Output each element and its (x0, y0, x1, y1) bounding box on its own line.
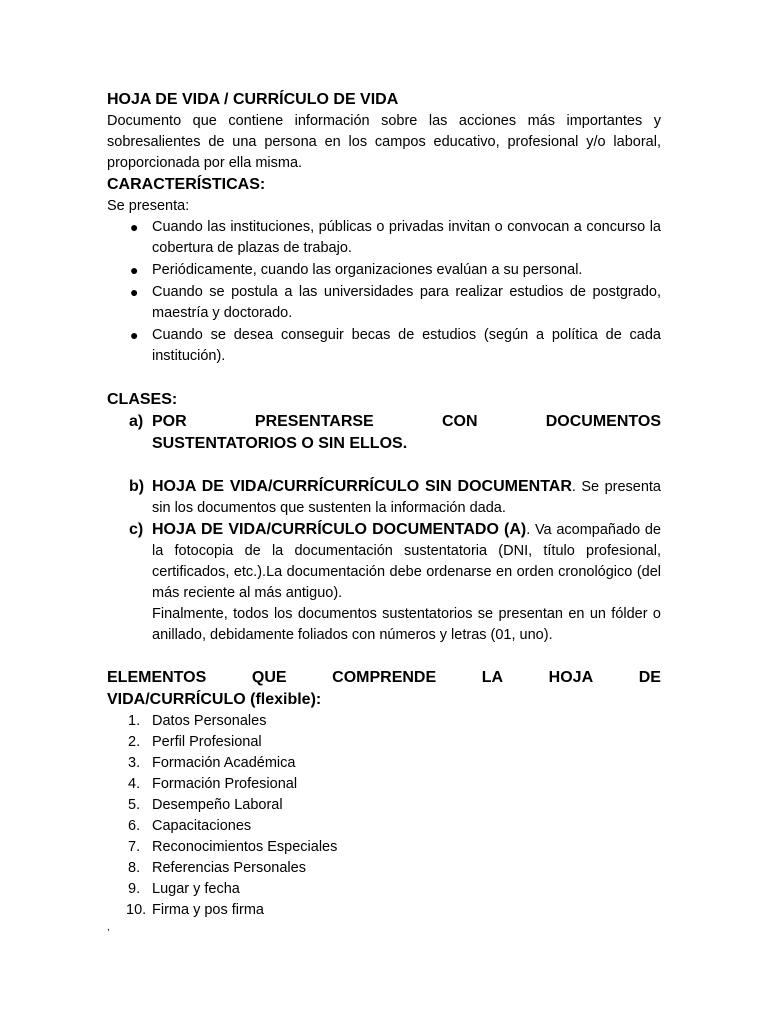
clase-a-marker: a) (129, 413, 144, 430)
clase-b-marker: b) (129, 478, 145, 495)
elementos-heading-line2: VIDA/CURRÍCULO (flexible): (107, 691, 322, 708)
clase-c-text2: Finalmente, todos los documentos sustentatorios se presentan en un fólder o anillado, debidamente foliados con números y letras (01, uno). (152, 606, 661, 643)
elementos-heading-line1: ELEMENTOS QUE COMPRENDE LA HOJA DE (107, 669, 661, 686)
list-item: 3. Formación Académica (128, 755, 296, 771)
intro-paragraph: Documento que contiene información sobre las acciones más importantes y sobresalientes de una persona en los campos educativo, profesional y/o laboral, proporcionada por ella misma. (107, 113, 661, 171)
clase-b-head: HOJA DE VIDA/CURRÍCURRÍCULO SIN DOCUMENTAR (152, 478, 572, 495)
list-item: ● Periódicamente, cuando las organizaciones evalúan a su personal. (107, 260, 661, 281)
list-item: 10. Firma y pos firma (126, 902, 264, 918)
clase-a-line1: POR PRESENTARSE CON DOCUMENTOS (152, 413, 661, 430)
clase-b-text: . Se presenta sin los documentos que sustenten la información dada. (152, 479, 661, 516)
clase-a-line2: SUSTENTATORIOS O SIN ELLOS. (152, 435, 408, 452)
elementos-list (107, 711, 661, 921)
document-page (107, 89, 661, 921)
stray-mark: , (107, 922, 110, 933)
list-item: 8. Referencias Personales (128, 860, 306, 876)
list-item: ● Cuando las instituciones, públicas o privadas invitan o convocan a concurso la cobertura de plazas de trabajo. (130, 219, 661, 256)
elementos-heading (107, 667, 661, 711)
list-item: 7. Reconocimientos Especiales (128, 839, 338, 855)
clase-c-marker: c) (129, 521, 144, 538)
clase-b (107, 476, 661, 519)
list-item: ● Cuando se postula a las universidades para realizar estudios de postgrado, maestría y doctorado. (130, 284, 661, 321)
bullet-icon: ● (130, 219, 139, 235)
caracteristicas-lead: Se presenta: (107, 198, 190, 214)
list-item: 1. Datos Personales (128, 713, 267, 729)
bullet-icon: ● (130, 327, 139, 343)
list-item: 9. Lugar y fecha (128, 881, 240, 897)
document-title: HOJA DE VIDA / CURRÍCULO DE VIDA (107, 91, 399, 108)
bullet-icon: ● (130, 284, 139, 300)
clase-c-head: HOJA DE VIDA/CURRÍCULO DOCUMENTADO (A) (152, 521, 527, 538)
clase-c (107, 519, 661, 646)
clase-c-text: . Va acompañado de la fotocopia de la documentación sustentatoria (DNI, título profesional, certificados, etc.).La documentación debe ordenarse en orden cronológico (del más reciente al más antiguo). (152, 522, 661, 601)
list-item: 5. Desempeño Laboral (128, 797, 283, 813)
clases-heading: CLASES: (107, 391, 178, 408)
caracteristicas-heading: CARACTERÍSTICAS: (107, 176, 266, 193)
caracteristicas-list (107, 217, 661, 367)
list-item: 4. Formación Profesional (128, 776, 298, 792)
list-item: 2. Perfil Profesional (128, 734, 262, 750)
list-item: 6. Capacitaciones (128, 818, 252, 834)
list-item: ● Cuando se desea conseguir becas de estudios (según a política de cada institución). (130, 327, 661, 364)
clase-a (107, 411, 661, 455)
bullet-icon: ● (130, 262, 139, 278)
